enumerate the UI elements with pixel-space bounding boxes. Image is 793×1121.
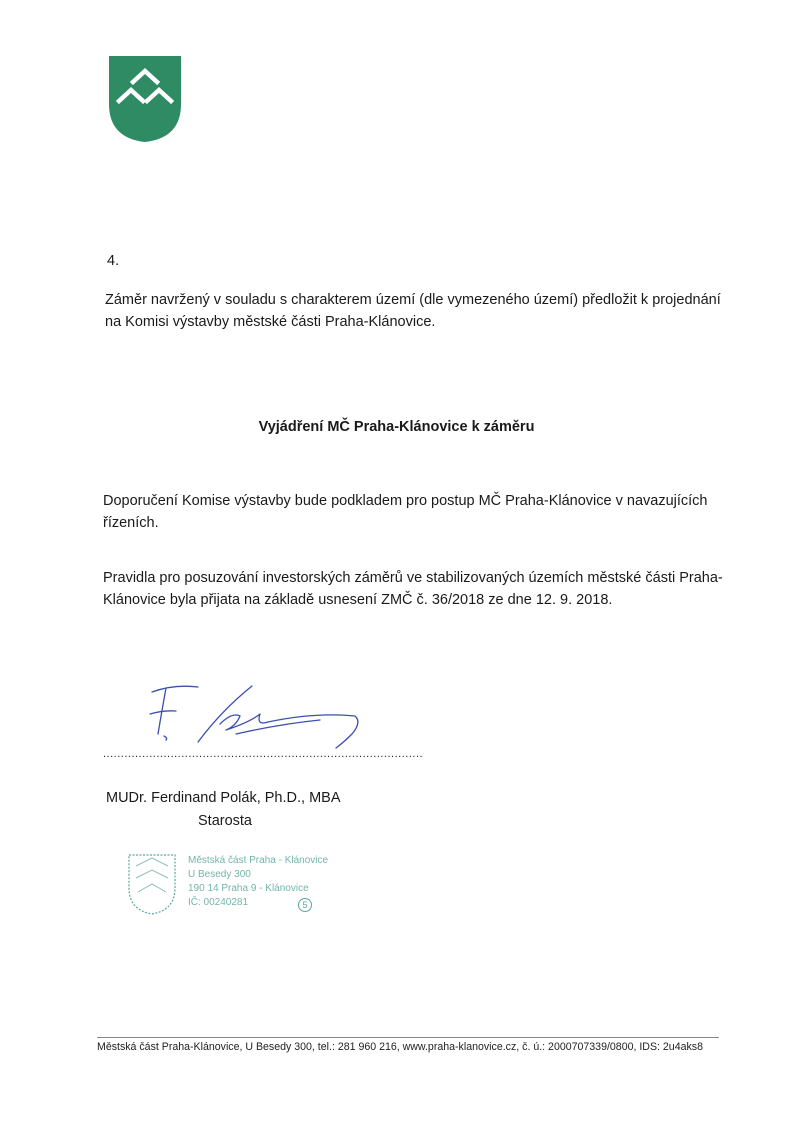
handwritten-signature (140, 678, 370, 756)
footer-contact: Městská část Praha-Klánovice, U Besedy 300, tel.: 281 960 216, www.praha-klanovice.cz, č. ú.: 2000707339/0800, IDS: 2u4aks8 (97, 1041, 703, 1053)
stamp-line: 190 14 Praha 9 - Klánovice (188, 883, 309, 894)
official-stamp (126, 852, 356, 916)
section-number: 4. (107, 253, 120, 269)
paragraph-rules: Pravidla pro posuzování investorských záměrů ve stabilizovaných územích městské části Praha-Klánovice byla přijata na základě usnesení ZMČ č. 36/2018 ze dne 12. 9. 2018. (103, 570, 723, 608)
section-heading: Vyjádření MČ Praha-Klánovice k záměru (258, 419, 535, 435)
footer-divider (97, 1037, 719, 1038)
signer-name: MUDr. Ferdinand Polák, Ph.D., MBA (106, 790, 341, 806)
stamp-code-badge: 5 (298, 898, 312, 912)
paragraph-recommendation: Doporučení Komise výstavby bude podkladem pro postup MČ Praha-Klánovice v navazujících řízeních. (103, 493, 708, 531)
signer-role: Starosta (198, 813, 252, 829)
stamp-line: Městská část Praha - Klánovice (188, 855, 329, 866)
stamp-line: U Besedy 300 (188, 869, 251, 880)
coat-of-arms-logo (107, 54, 183, 144)
signature-dotted-line: .......................................................................................... (103, 748, 424, 760)
paragraph-intent: Záměr navržený v souladu s charakterem území (dle vymezeného území) předložit k projednání na Komisi výstavby městské části Praha-Klánovice. (105, 292, 721, 330)
stamp-line: IČ: 00240281 (188, 897, 249, 908)
stamp-seal-emblem (126, 852, 178, 916)
